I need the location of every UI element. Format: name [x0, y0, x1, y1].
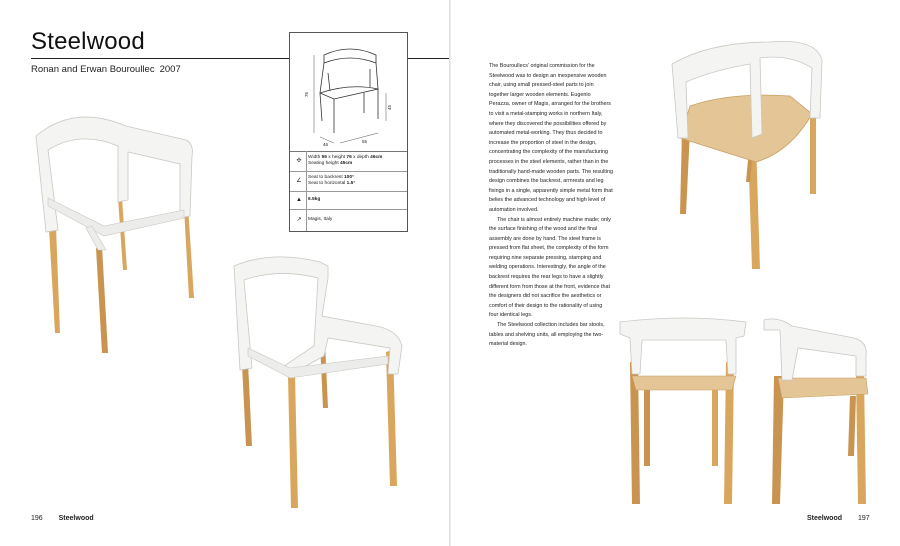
spec-value: 76 [346, 155, 352, 160]
wooden-seat [680, 95, 812, 162]
seat-frame [48, 198, 184, 236]
running-title: Steelwood [807, 515, 843, 522]
spec-row-dimensions [290, 151, 407, 172]
spec-box [289, 32, 408, 232]
left-folio [31, 515, 94, 522]
manufacturer-icon: ↗ [292, 209, 307, 231]
spec-value: Magis, Italy [308, 217, 333, 222]
dimensions-icon: ✣ [292, 151, 307, 171]
technical-drawing [290, 33, 407, 152]
leg [118, 198, 127, 270]
dim-height: 76 [304, 91, 309, 97]
page-title: Steelwood [31, 28, 145, 55]
wooden-seat [778, 378, 868, 398]
spec-value: 46cm [370, 155, 383, 160]
spec-value: 1.5° [346, 181, 356, 186]
dim-width: 55 [362, 139, 368, 144]
chair-line-drawing [290, 33, 407, 151]
dim-depth: 46 [323, 142, 329, 147]
spec-value: 100° [344, 175, 354, 180]
wooden-seat [632, 376, 736, 390]
spec-row-manufacturer [290, 209, 407, 231]
designer-line [31, 64, 181, 75]
body-text [489, 62, 613, 350]
spec-label: x height [326, 155, 347, 160]
leg [96, 246, 108, 353]
right-folio [807, 515, 870, 522]
leg [49, 226, 60, 333]
page-number: 196 [31, 515, 43, 522]
photo-chair-side [762, 316, 874, 510]
spec-label: Width [308, 155, 322, 160]
spec-label: Seat to horizontal [308, 181, 347, 186]
spec-row-angles [290, 171, 407, 192]
running-title: Steelwood [58, 515, 94, 522]
page-number: 197 [857, 515, 870, 522]
spec-label: Seating height [308, 161, 341, 166]
paragraph: The Bouroullecs' original commission for the Steelwood was to design an inexpensive wooden chair, using small pressed-steel parts to join together larger wooden elements. Eugenio Perazza, owner of Magis, arranged for the brothers to visit a metal-stamping works in northern Italy, where they discovered the possibilities offered by automated metal-working. They thus decided to increase the proportion of steel in the design, concentrating the complexity of the manufacturing processes in the steel elements, rather than in the traditionally hand-made wooden parts. The resulting design combines the backrest, armrests and leg fixings in a single, apparently simple metal form that belies the advanced technology and high level of automation involved. [489, 63, 613, 213]
photo-chair-back [618, 316, 750, 510]
spec-label: Seat to backrest [308, 175, 344, 180]
design-year: 2007 [159, 64, 181, 75]
designer-name: Ronan and Erwan Bouroullec [31, 64, 155, 75]
leg [184, 206, 194, 298]
photo-chair-front [670, 34, 830, 274]
dim-seat-height: 45 [387, 104, 392, 110]
spec-label: x depth [351, 155, 371, 160]
paragraph: The chair is almost entirely machine made; only the surface finishing of the wood and the final assembly are done by hand. The steel frame is pressed from flat sheet, the complexity of the form requiring nine separate pressing, stamping and welding operations. Interestingly, the angle of the backrest requires the rear legs to have a slightly different form from those at the front, evidence that the designers did not sacrifice the aesthetics or comfort of their design to the rationality of using four identical legs. [489, 216, 611, 319]
steel-frame [764, 319, 866, 380]
spec-value: 55 [321, 155, 327, 160]
angle-icon: ∠ [292, 171, 307, 191]
photo-chair-three-quarter [34, 108, 204, 358]
spec-row-weight [290, 191, 407, 210]
paragraph: The Steelwood collection includes bar stools, tables and shelving units, all employing the two-material design. [489, 322, 605, 348]
spec-value: 6.5kg [308, 197, 321, 202]
spec-value: 45cm [340, 161, 353, 166]
photo-chair-rear [228, 256, 408, 516]
weight-icon: ▲ [292, 191, 307, 209]
left-page [0, 0, 449, 546]
